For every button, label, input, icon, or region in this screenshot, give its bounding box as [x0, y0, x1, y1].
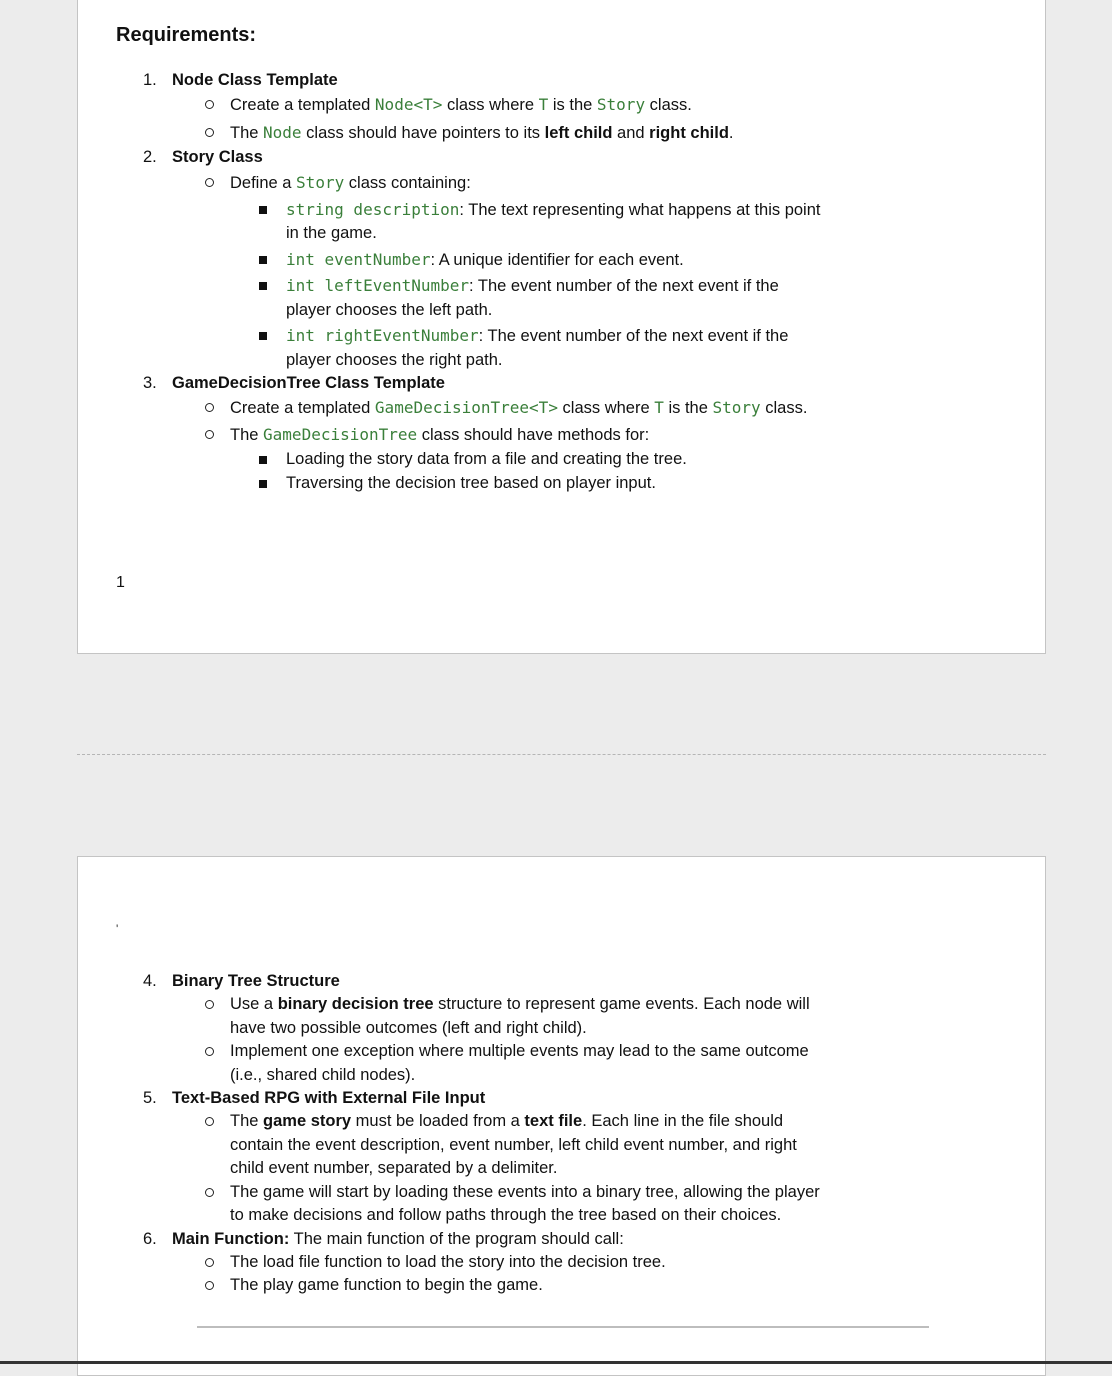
- item-title: Story Class: [172, 148, 263, 166]
- square-bullet-icon: [259, 480, 267, 488]
- method-item-load: Loading the story data from a file and creating the tree.: [259, 448, 896, 472]
- item-title: Main Function:: [172, 1229, 290, 1248]
- stray-mark: ': [116, 922, 119, 936]
- circle-bullet-icon: [205, 1281, 214, 1290]
- circle-bullet-icon: [205, 1117, 214, 1126]
- square-bullet-icon: [259, 282, 267, 290]
- square-bullet-icon: [259, 256, 267, 264]
- circle-bullet-icon: [205, 100, 214, 109]
- sub-item: The play game function to begin the game.: [203, 1274, 896, 1298]
- item-number: 6.: [143, 1229, 157, 1248]
- square-bullet-icon: [259, 332, 267, 340]
- field-item-event-number: int eventNumber: A unique identifier for each event.: [259, 248, 896, 273]
- method-item-traverse: Traversing the decision tree based on player input.: [259, 472, 896, 496]
- requirements-list-page-1: [116, 69, 896, 495]
- square-bullet-icon: [259, 456, 267, 464]
- sub-item: The game will start by loading these events into a binary tree, allowing the player to make decisions and follow paths through the tree based on their choices.: [203, 1181, 896, 1228]
- sub-item: Define a Story class containing:: [203, 171, 896, 196]
- list-item-game-decision-tree: [116, 372, 896, 396]
- circle-bullet-icon: [205, 1188, 214, 1197]
- item-title: Binary Tree Structure: [172, 972, 340, 990]
- item-number: 5.: [143, 1089, 157, 1107]
- requirements-heading: Requirements:: [116, 24, 257, 46]
- sub-item: The game story must be loaded from a text file. Each line in the file should contain the event description, event number, left child event number, and right child event number, separated by a delimiter.: [203, 1110, 896, 1181]
- sub-item: Create a templated Node<T> class where T is the Story class.: [203, 93, 896, 118]
- requirements-list-page-2: [116, 970, 896, 1298]
- item-number: 3.: [143, 374, 157, 392]
- circle-bullet-icon: [205, 1258, 214, 1267]
- list-item-binary-tree: [116, 970, 896, 993]
- sub-item: The GameDecisionTree class should have methods for:: [203, 423, 896, 448]
- item-title: Text-Based RPG with External File Input: [172, 1089, 486, 1107]
- field-item-left-event-number: int leftEventNumber: The event number of the next event if the player chooses the left path.: [259, 274, 896, 322]
- list-item-story-class: [116, 146, 896, 170]
- list-item-main-function: 6. Main Function: The main function of the program should call:: [116, 1228, 896, 1251]
- circle-bullet-icon: [205, 178, 214, 187]
- circle-bullet-icon: [205, 1000, 214, 1009]
- circle-bullet-icon: [205, 128, 214, 137]
- item-title: Node Class Template: [172, 71, 338, 89]
- sub-item: The Node class should have pointers to its left child and right child.: [203, 121, 896, 146]
- item-number: 1.: [143, 71, 157, 89]
- square-bullet-icon: [259, 206, 267, 214]
- item-title: GameDecisionTree Class Template: [172, 374, 445, 392]
- field-item-description: string description: The text representing what happens at this point in the game.: [259, 198, 896, 246]
- sub-item: The load file function to load the story into the decision tree.: [203, 1251, 896, 1275]
- item-number: 2.: [143, 148, 157, 166]
- list-item-node-class: [116, 69, 896, 93]
- item-number: 4.: [143, 972, 157, 990]
- circle-bullet-icon: [205, 403, 214, 412]
- circle-bullet-icon: [205, 430, 214, 439]
- page-break-divider: [77, 754, 1046, 755]
- sub-item: Create a templated GameDecisionTree<T> class where T is the Story class.: [203, 396, 896, 421]
- field-item-right-event-number: int rightEventNumber: The event number of the next event if the player chooses the right path.: [259, 324, 896, 372]
- horizontal-rule: [197, 1326, 929, 1328]
- sub-item: Use a binary decision tree structure to represent game events. Each node will have two possible outcomes (left and right child).: [203, 993, 896, 1040]
- page-number: 1: [116, 574, 125, 591]
- sub-item: Implement one exception where multiple events may lead to the same outcome (i.e., shared child nodes).: [203, 1040, 896, 1087]
- circle-bullet-icon: [205, 1047, 214, 1056]
- list-item-text-rpg: [116, 1087, 896, 1110]
